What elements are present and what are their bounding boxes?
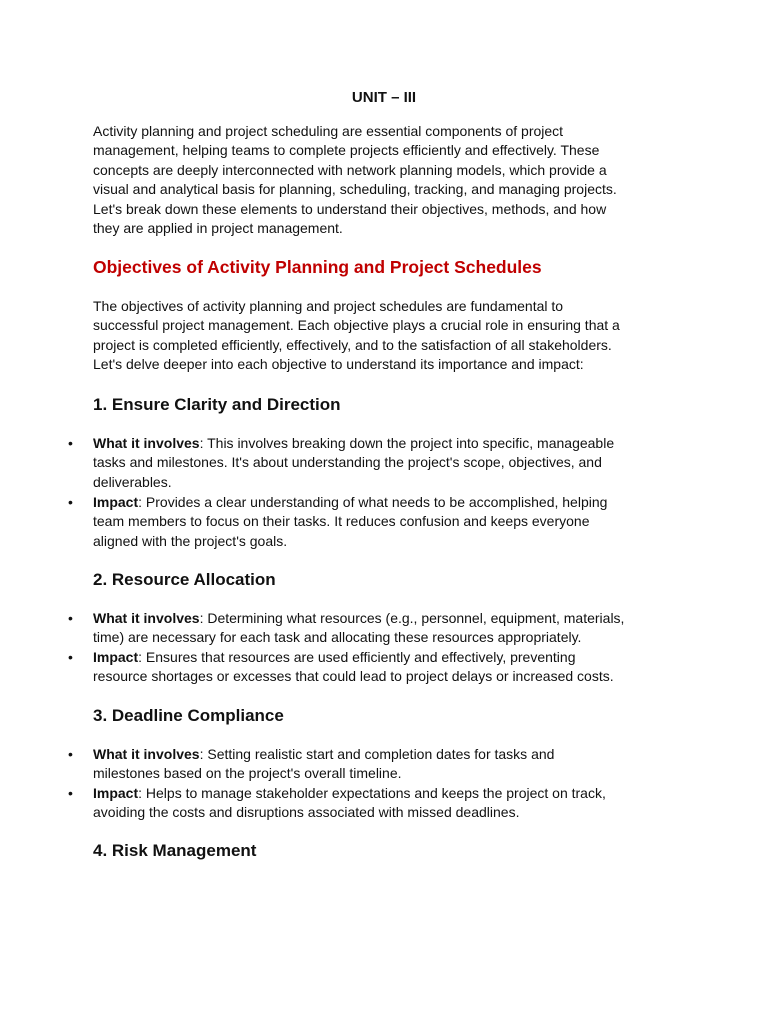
text-line: The objectives of activity planning and project schedules are fundamental to [93,298,564,314]
bullet-icon: • [68,610,73,626]
text-line: milestones based on the project's overall timeline. [93,765,402,782]
list-item [93,745,554,784]
text-line: successful project management. Each objective plays a crucial role in ensuring that a [93,317,620,334]
text-line: : Ensures that resources are used efficiently and effectively, preventing [138,649,576,665]
bullet-icon: • [68,746,73,762]
bullet-icon: • [68,435,73,451]
text-line: Let's delve deeper into each objective to understand its importance and impact: [93,356,584,373]
text-line: team members to focus on their tasks. It reduces confusion and keeps everyone [93,513,590,530]
bullet-icon: • [68,494,73,510]
objective-heading: 3. Deadline Compliance [93,706,284,725]
page-title: UNIT – III [351,89,417,106]
bullet-label: What it involves [93,746,200,762]
text-line: avoiding the costs and disruptions associated with missed deadlines. [93,804,520,821]
text-line: : Helps to manage stakeholder expectations and keeps the project on track, [138,785,606,801]
bullet-label: What it involves [93,435,200,451]
bullet-label: Impact [93,494,139,510]
objective-heading: 1. Ensure Clarity and Direction [93,395,341,414]
bullet-label: Impact [93,649,139,665]
text-line: visual and analytical basis for planning, scheduling, tracking, and managing projects. [93,181,617,198]
objective-heading: 2. Resource Allocation [93,570,276,589]
list-item [93,609,624,648]
section-intro-paragraph [93,297,620,375]
list-item [93,784,606,823]
section-heading: Objectives of Activity Planning and Project Schedules [93,257,542,277]
text-line: Let's break down these elements to understand their objectives, methods, and how [93,200,607,217]
bullet-icon: • [68,785,73,801]
text-line: Activity planning and project scheduling are essential components of project [93,123,564,139]
text-line: concepts are deeply interconnected with network planning models, which provide a [93,161,607,178]
text-line: aligned with the project's goals. [93,532,288,549]
text-line: management, helping teams to complete projects efficiently and effectively. These [93,142,600,159]
text-line: they are applied in project management. [93,219,343,236]
text-line: : This involves breaking down the project into specific, manageable [199,435,615,451]
text-line: resource shortages or excesses that could lead to project delays or increased costs. [93,668,614,685]
text-line: time) are necessary for each task and allocating these resources appropriately. [93,629,582,646]
intro-paragraph [93,122,617,238]
objective-heading: 4. Risk Management [93,841,257,860]
list-item [93,493,607,551]
bullet-label: What it involves [93,610,200,626]
bullet-icon: • [68,649,73,665]
text-line: deliverables. [93,473,172,490]
text-line: project is completed efficiently, effectively, and to the satisfaction of all stakeholders. [93,336,612,353]
list-item [93,434,614,492]
text-line: : Determining what resources (e.g., personnel, equipment, materials, [199,610,625,626]
list-item [93,648,614,687]
text-line: : Setting realistic start and completion dates for tasks and [199,746,555,762]
text-line: tasks and milestones. It's about understanding the project's scope, objectives, and [93,454,602,471]
text-line: : Provides a clear understanding of what needs to be accomplished, helping [138,494,608,510]
bullet-label: Impact [93,785,139,801]
